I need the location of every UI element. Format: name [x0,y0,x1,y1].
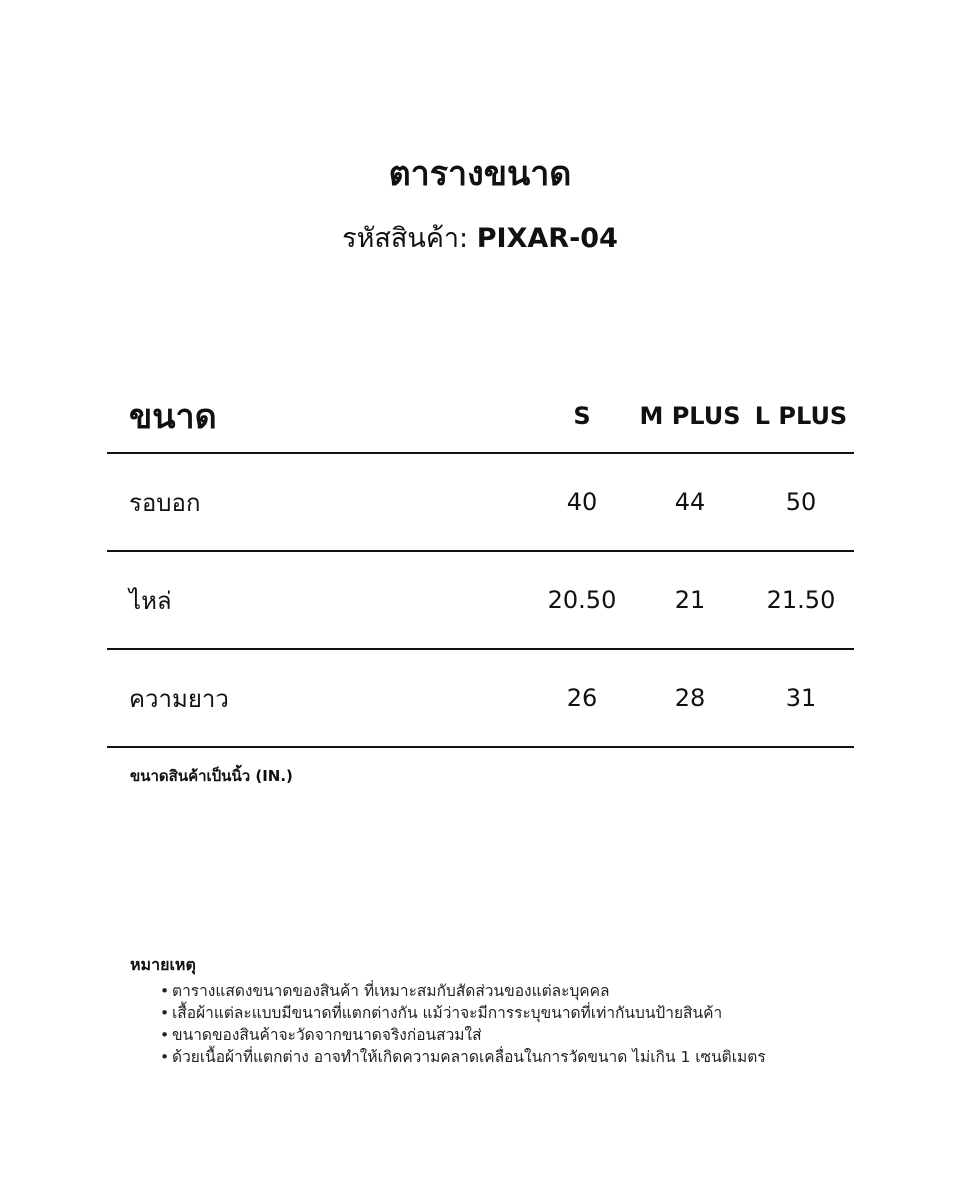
remark-item: • ขนาดของสินค้าจะวัดจากขนาดจริงก่อนสวมใส่ [160,1024,766,1046]
remarks-heading: หมายเหตุ [130,955,196,974]
table-cell: 21 [674,586,706,614]
table-cell: 28 [674,684,706,712]
table-cell: 20.50 [547,586,617,614]
table-cell: 26 [566,684,598,712]
remark-item: • เสื้อผ้าแต่ละแบบมีขนาดที่แตกต่างกัน แม้ว่าจะมีการระบุขนาดที่เท่ากันบนป้ายสินค้า [160,1002,766,1024]
column-header-m-plus: M PLUS [639,402,741,430]
row-label-chest: รอบอก [129,488,201,517]
remark-item: • ด้วยเนื้อผ้าที่แตกต่าง อาจทำให้เกิดความคลาดเคลื่อนในการวัดขนาด ไม่เกิน 1 เซนติเมตร [160,1046,766,1068]
table-cell: 44 [674,488,706,516]
table-row [107,454,854,552]
row-label-shoulder: ไหล่ [129,586,172,615]
size-table [107,380,854,748]
product-code-label: รหัสสินค้า: [342,223,469,254]
column-header-l-plus: L PLUS [754,402,848,430]
product-code: PIXAR-04 [476,223,618,254]
row-label-length: ความยาว [129,684,229,713]
product-code-line [0,216,960,259]
remarks-section [130,953,766,1068]
column-header-s: S [573,402,591,430]
table-cell: 50 [785,488,817,516]
page-title: ตารางขนาด [388,154,572,194]
table-header-row [107,380,854,454]
unit-note: ขนาดสินค้าเป็นนิ้ว (IN.) [130,767,293,785]
remarks-list [130,980,766,1068]
table-cell: 31 [785,684,817,712]
table-row [107,552,854,650]
table-cell: 21.50 [766,586,836,614]
column-header-size: ขนาด [129,397,217,437]
table-cell: 40 [566,488,598,516]
table-row [107,650,854,748]
remark-item: • ตารางแสดงขนาดของสินค้า ที่เหมาะสมกับสัดส่วนของแต่ละบุคคล [160,980,766,1002]
